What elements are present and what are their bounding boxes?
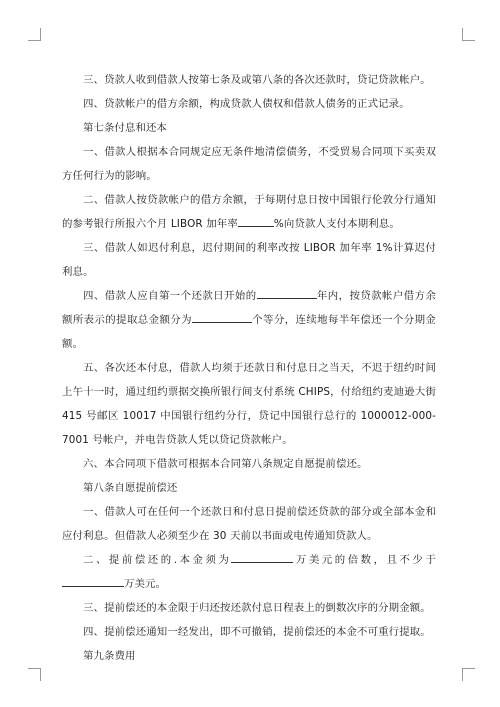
section-heading-article-8: 第八条自愿提前偿还 <box>83 482 178 494</box>
paragraph-8-2-middle: 万美元的倍数，且不少于 <box>293 554 436 566</box>
paragraph-8-2-after: 万美元。 <box>124 578 167 590</box>
crop-mark-bottom-right <box>462 668 475 681</box>
installments-blank[interactable] <box>192 311 252 323</box>
paragraph-7-1: 一、借款人根据本合同规定应无条件地清偿债务，不受贸易合同项下买卖双方任何行为的影响。 <box>62 146 436 182</box>
paragraph-7-4-after: 个等分，连续地每半年偿还一个分期金额。 <box>62 314 436 350</box>
section-heading-article-9: 第九条费用 <box>83 650 136 662</box>
paragraph-7-4-before: 四、借款人应自第一个还款日开始的 <box>83 290 257 302</box>
rate-blank[interactable] <box>238 215 274 227</box>
section-heading-article-7: 第七条付息和还本 <box>83 122 167 134</box>
years-blank[interactable] <box>257 287 317 299</box>
document-page <box>62 68 436 668</box>
paragraph-7-5: 五、各次还本付息，借款人均须于还款日和付息日之当天，不迟于纽约时间上午十一时，通过纽约票据交换所银行间支付系统 CHIPS，付给纽约麦迪逊大街 415 号邮区 10017 中国银行纽约分行，贷记中国银行总行的 1000012-000-7001 号帐户，并电告贷款人凭以贷记贷款帐户。 <box>62 362 436 446</box>
paragraph-3-credit: 三、贷款人收到借款人按第七条及或第八条的各次还款时，贷记贷款帐户。 <box>83 74 431 86</box>
minimum-blank[interactable] <box>62 575 124 587</box>
crop-mark-top-left <box>28 28 41 41</box>
paragraph-7-2-before: 二、借款人按贷款帐户的借方余额，于每期付息日按中国银行伦敦分行通知的参考银行所报六个月 LIBOR 加年率 <box>62 194 436 230</box>
paragraph-4-record: 四、贷款帐户的借方余额，构成贷款人债权和借款人债务的正式记录。 <box>83 98 410 110</box>
paragraph-8-4: 四、提前偿还通知一经发出，即不可撤销，提前偿还的本金不可重行提取。 <box>83 626 431 638</box>
multiple-blank[interactable] <box>231 551 293 563</box>
paragraph-7-2 <box>62 188 436 236</box>
paragraph-7-4-middle: 年内，按贷款帐户借方余额所表示的提取总金额分为 <box>62 290 436 326</box>
paragraph-8-2-before: 二、提前偿还的.本金须为 <box>83 554 232 566</box>
paragraph-8-1: 一、借款人可在任何一个还款日和付息日提前偿还贷款的部分或全部本金和应付利息。但借款人必须至少在 30 天前以书面或电传通知贷款人。 <box>62 506 436 542</box>
crop-mark-bottom-left <box>28 668 41 681</box>
paragraph-7-2-after: %向贷款人支付本期利息。 <box>273 218 400 230</box>
paragraph-7-4 <box>62 284 436 356</box>
paragraph-7-3: 三、借款人如迟付利息，迟付期间的利率改按 LIBOR 加年率 1%计算迟付利息。 <box>62 242 436 278</box>
crop-mark-top-right <box>462 28 475 41</box>
paragraph-7-6: 六、本合同项下借款可根据本合同第八条规定自愿提前偿还。 <box>83 458 368 470</box>
paragraph-8-2 <box>62 548 436 596</box>
paragraph-8-3: 三、提前偿还的本金限于归还按还款付息日程表上的倒数次序的分期金额。 <box>83 602 431 614</box>
